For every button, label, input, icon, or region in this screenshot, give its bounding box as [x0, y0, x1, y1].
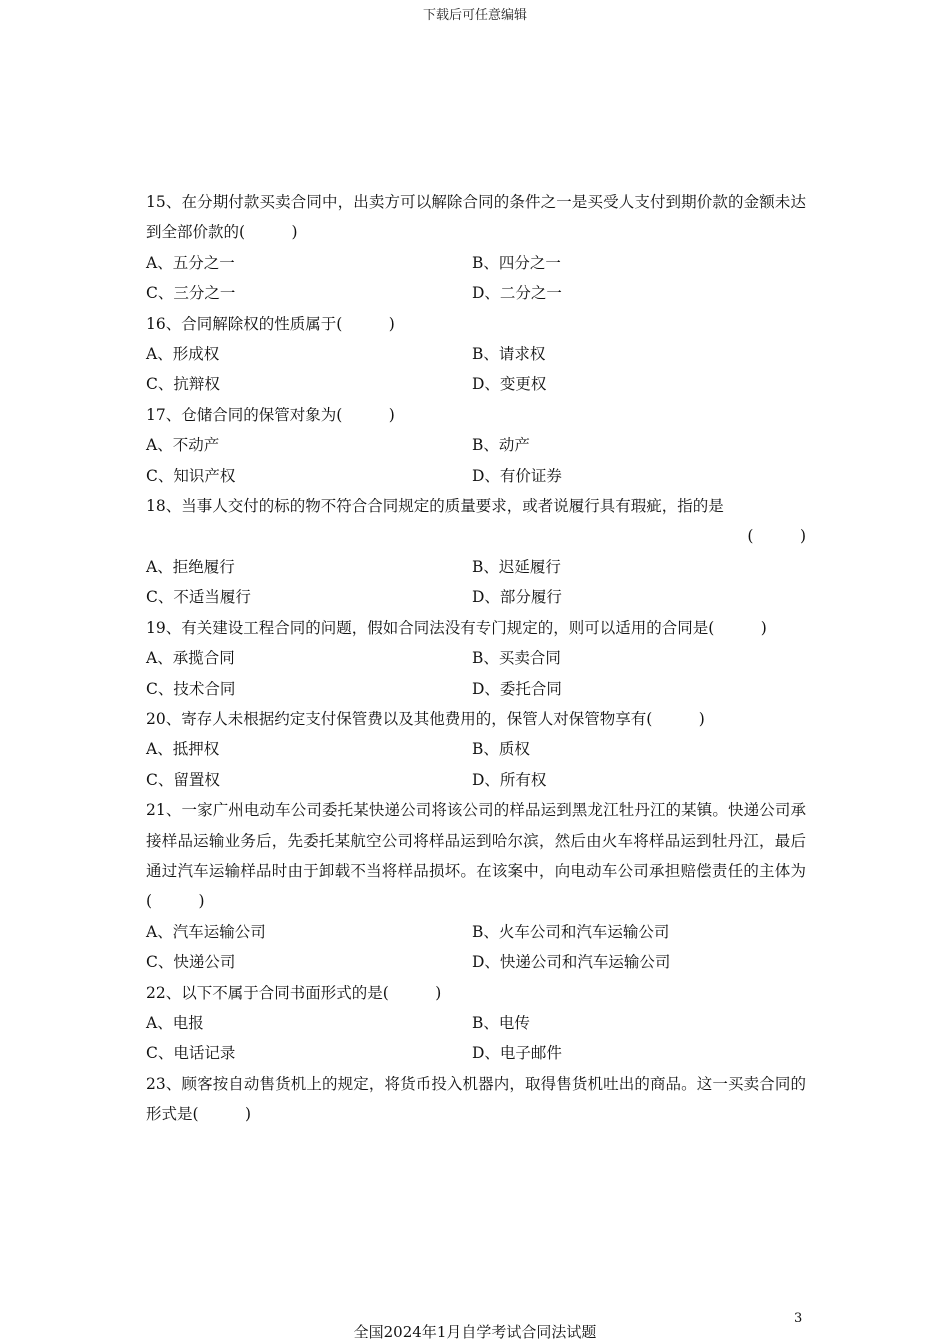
option-row: [146, 461, 806, 491]
option-row: [146, 734, 806, 764]
question-19: [146, 613, 806, 704]
option-b: B、质权: [472, 740, 530, 759]
question-stem: 23、顾客按自动售货机上的规定，将货币投入机器内，取得售货机吐出的商品。这一买卖合同的形式是( ): [146, 1074, 806, 1124]
option-c: C、不适当履行: [146, 588, 251, 607]
option-a: A、电报: [146, 1013, 204, 1032]
option-c: C、技术合同: [146, 679, 236, 698]
question-stem: 15、在分期付款买卖合同中，出卖方可以解除合同的条件之一是买受人支付到期价款的金额未达到全部价款的( ): [146, 193, 806, 242]
question-stem: 22、以下不属于合同书面形式的是( ): [146, 983, 442, 1002]
option-c: C、知识产权: [146, 466, 236, 485]
option-c: C、留置权: [146, 770, 220, 789]
option-row: [146, 1038, 806, 1068]
question-20: [146, 704, 806, 795]
question-list: [146, 187, 806, 1130]
option-row: [146, 947, 806, 977]
question-stem: 20、寄存人未根据约定支付保管费以及其他费用的，保管人对保管物享有( ): [146, 709, 705, 728]
question-21: [146, 795, 806, 977]
option-c: C、抗辩权: [146, 375, 220, 394]
question-18: [146, 491, 806, 613]
question-23: [146, 1069, 806, 1130]
option-a: A、形成权: [146, 345, 220, 364]
option-row: [146, 248, 806, 278]
option-b: B、买卖合同: [472, 649, 561, 668]
option-b: B、请求权: [472, 345, 546, 364]
question-17: [146, 400, 806, 491]
page-footer: 全国2024年1月自学考试合同法试题: [353, 1323, 597, 1341]
option-row: [146, 430, 806, 460]
option-row: [146, 674, 806, 704]
option-a: A、承揽合同: [146, 649, 235, 668]
answer-blank: ( ): [747, 527, 806, 546]
option-row: [146, 339, 806, 369]
question-stem: 21、一家广州电动车公司委托某快递公司将该公司的样品运到黑龙江牡丹江的某镇。快递公司承接样品运输业务后，先委托某航空公司将样品运到哈尔滨，然后由火车将样品运到牡丹江，最后通过汽车运输样品时由于卸载不当将样品损坏。在该案中，向电动车公司承担赔偿责任的主体为( ): [146, 801, 806, 911]
option-a: A、不动产: [146, 436, 220, 455]
option-b: B、动产: [472, 436, 530, 455]
option-row: [146, 369, 806, 399]
option-c: C、电话记录: [146, 1044, 236, 1063]
option-d: D、所有权: [472, 770, 547, 789]
option-row: [146, 582, 806, 612]
question-stem: 18、当事人交付的标的物不符合合同规定的质量要求，或者说履行具有瑕疵，指的是: [146, 497, 724, 516]
option-b: B、火车公司和汽车运输公司: [472, 922, 670, 941]
question-16: [146, 309, 806, 400]
option-row: [146, 552, 806, 582]
option-row: [146, 278, 806, 308]
option-row: [146, 643, 806, 673]
option-a: A、汽车运输公司: [146, 922, 266, 941]
question-22: [146, 978, 806, 1069]
option-a: A、抵押权: [146, 740, 220, 759]
option-d: D、部分履行: [472, 588, 562, 607]
question-15: [146, 187, 806, 309]
option-row: [146, 765, 806, 795]
option-row: [146, 917, 806, 947]
option-d: D、电子邮件: [472, 1044, 562, 1063]
option-c: C、三分之一: [146, 284, 236, 303]
page-header: 下载后可任意编辑: [422, 8, 527, 23]
page-number: 3: [794, 1311, 803, 1326]
option-b: B、迟延履行: [472, 557, 561, 576]
option-d: D、快递公司和汽车运输公司: [472, 953, 671, 972]
option-d: D、变更权: [472, 375, 547, 394]
option-a: A、拒绝履行: [146, 557, 235, 576]
question-stem: 17、仓储合同的保管对象为( ): [146, 405, 395, 424]
option-a: A、五分之一: [146, 253, 235, 272]
question-stem: 19、有关建设工程合同的问题，假如合同法没有专门规定的，则可以适用的合同是( ): [146, 618, 767, 637]
option-b: B、四分之一: [472, 253, 561, 272]
question-stem: 16、合同解除权的性质属于( ): [146, 314, 395, 333]
option-row: [146, 1008, 806, 1038]
option-b: B、电传: [472, 1013, 530, 1032]
option-d: D、委托合同: [472, 679, 562, 698]
option-d: D、二分之一: [472, 284, 562, 303]
option-d: D、有价证券: [472, 466, 562, 485]
option-c: C、快递公司: [146, 953, 236, 972]
